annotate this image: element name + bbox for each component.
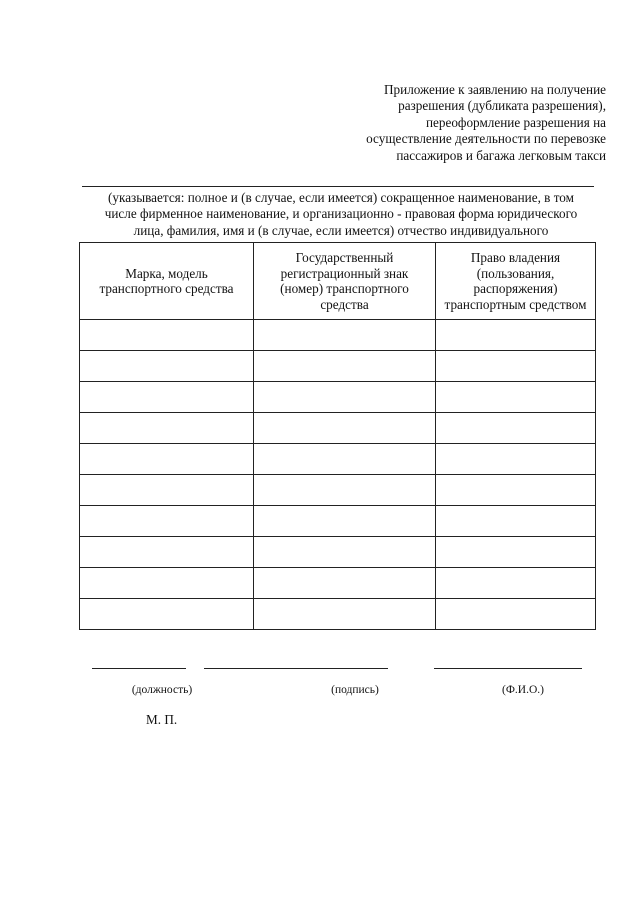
table-row (80, 351, 596, 382)
table-row (80, 475, 596, 506)
table-cell-ownership[interactable] (436, 444, 596, 475)
table-cell-model[interactable] (80, 382, 254, 413)
description-line-2: числе фирменное наименование, и организационно - правовая форма юридического (104, 206, 578, 222)
table-row (80, 506, 596, 537)
table-cell-ownership[interactable] (436, 506, 596, 537)
table-cell-plate[interactable] (254, 351, 436, 382)
header-vehicle-model-line-1: Марка, модель (125, 265, 208, 281)
header-line-5: пассажиров и багажа легковым такси (396, 147, 606, 163)
header-ownership-right-line-2: (пользования, (476, 265, 555, 281)
table-cell-plate[interactable] (254, 413, 436, 444)
table-cell-ownership[interactable] (436, 599, 596, 630)
table-row (80, 413, 596, 444)
header-registration-plate-line-1: Государственный (295, 250, 394, 265)
stamp-label: М. П. (146, 712, 178, 727)
table-cell-model[interactable] (80, 506, 254, 537)
header-registration-plate-line-2: регистрационный знак (280, 265, 409, 281)
header-ownership-right (436, 243, 596, 320)
position-caption: (должность) (131, 684, 193, 696)
table-cell-model[interactable] (80, 568, 254, 599)
table-cell-ownership[interactable] (436, 537, 596, 568)
table-row (80, 537, 596, 568)
table-cell-plate[interactable] (254, 568, 436, 599)
table-cell-plate[interactable] (254, 506, 436, 537)
applicant-description (76, 190, 606, 239)
table-cell-ownership[interactable] (436, 351, 596, 382)
position-signature-line[interactable] (92, 668, 186, 669)
table-cell-model[interactable] (80, 599, 254, 630)
signature-line[interactable] (204, 668, 388, 669)
header-line-4: осуществление деятельности по перевозке (366, 131, 606, 147)
description-line-3: лица, фамилия, имя и (в случае, если имеется) отчество индивидуального (133, 222, 549, 238)
table-row (80, 382, 596, 413)
header-line-1: Приложение к заявлению на получение (384, 82, 606, 97)
header-line-2: разрешения (дубликата разрешения), (398, 98, 606, 114)
header-vehicle-model (80, 243, 254, 320)
applicant-name-line[interactable] (82, 186, 594, 187)
header-ownership-right-line-4: транспортным средством (444, 296, 587, 312)
table-cell-ownership[interactable] (436, 320, 596, 351)
table-cell-model[interactable] (80, 320, 254, 351)
table-cell-model[interactable] (80, 475, 254, 506)
table-row (80, 320, 596, 351)
description-line-1: (указывается: полное и (в случае, если имеется) сокращенное наименование, в том (108, 190, 574, 205)
name-caption: (Ф.И.О.) (502, 684, 544, 696)
table-cell-model[interactable] (80, 444, 254, 475)
table-cell-ownership[interactable] (436, 413, 596, 444)
table-cell-model[interactable] (80, 351, 254, 382)
header-ownership-right-line-3: распоряжения) (473, 281, 558, 296)
header-registration-plate-line-4: средства (320, 296, 369, 312)
table-cell-plate[interactable] (254, 444, 436, 475)
table-header-row (80, 243, 596, 320)
table-cell-plate[interactable] (254, 599, 436, 630)
table-cell-plate[interactable] (254, 475, 436, 506)
signature-caption: (подпись) (331, 684, 379, 696)
header-registration-plate-line-3: (номер) транспортного (280, 281, 409, 296)
header-registration-plate (254, 243, 436, 320)
table-cell-model[interactable] (80, 413, 254, 444)
header-ownership-right-line-1: Право владения (470, 250, 561, 265)
table-row (80, 444, 596, 475)
table-cell-ownership[interactable] (436, 382, 596, 413)
table-row (80, 568, 596, 599)
table-cell-plate[interactable] (254, 382, 436, 413)
table-cell-ownership[interactable] (436, 568, 596, 599)
table-cell-plate[interactable] (254, 537, 436, 568)
header-vehicle-model-line-2: транспортного средства (99, 281, 234, 296)
header-line-3: переоформление разрешения на (425, 114, 606, 130)
vehicles-table (79, 242, 596, 630)
full-name-signature-line[interactable] (434, 668, 582, 669)
appendix-header (346, 82, 606, 164)
table-cell-ownership[interactable] (436, 475, 596, 506)
table-cell-plate[interactable] (254, 320, 436, 351)
table-cell-model[interactable] (80, 537, 254, 568)
table-row (80, 599, 596, 630)
